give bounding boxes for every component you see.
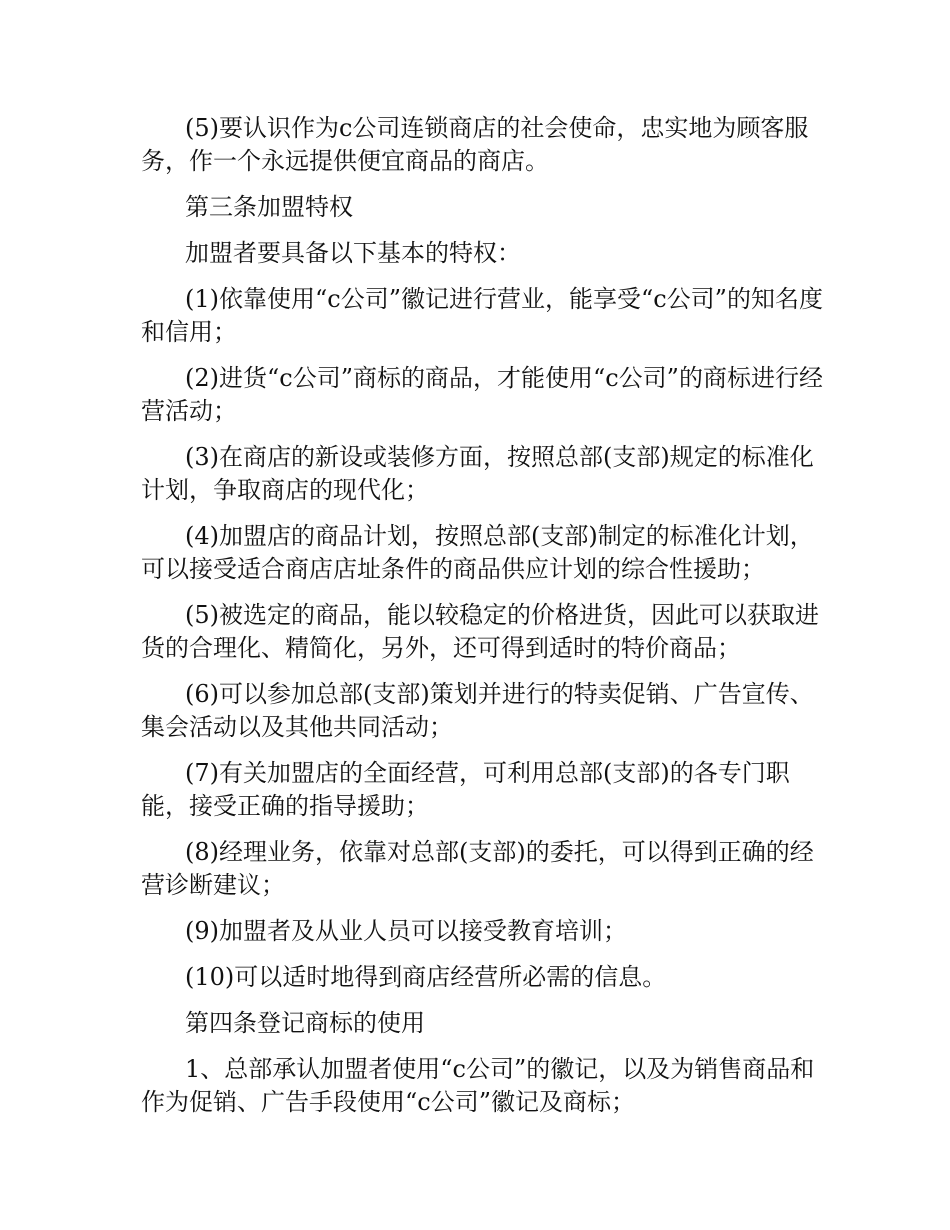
document-body — [141, 112, 831, 1132]
list-item-privilege-3: (3)在商店的新设或装修方面，按照总部(支部)规定的标准化计划，争取商店的现代化； — [141, 443, 814, 504]
paragraph-mission: (5)要认识作为c公司连锁商店的社会使命，忠实地为顾客服务，作一个永远提供便宜商品的商店。 — [141, 114, 809, 175]
paragraph-privileges-intro: 加盟者要具备以下基本的特权： — [185, 239, 521, 267]
list-item-privilege-8: (8)经理业务，依靠对总部(支部)的委托，可以得到正确的经营诊断建议； — [141, 838, 814, 899]
list-item-privilege-5: (5)被选定的商品，能以较稳定的价格进货，因此可以获取进货的合理化、精简化，另外，还可得到适时的特价商品； — [141, 601, 819, 662]
paragraph-trademark-use-1: 1、总部承认加盟者使用“c公司”的徽记，以及为销售商品和作为促销、广告手段使用“c公司”徽记及商标； — [141, 1055, 815, 1116]
list-item-privilege-6: (6)可以参加总部(支部)策划并进行的特卖促销、广告宣传、集会活动以及其他共同活动； — [141, 680, 814, 741]
list-item-privilege-4: (4)加盟店的商品计划，按照总部(支部)制定的标准化计划，可以接受适合商店店址条件的商品供应计划的综合性援助； — [141, 522, 814, 583]
section-heading-article-3: 第三条加盟特权 — [185, 193, 353, 221]
section-heading-article-4: 第四条登记商标的使用 — [185, 1009, 425, 1037]
list-item-privilege-7: (7)有关加盟店的全面经营，可利用总部(支部)的各专门职能，接受正确的指导援助； — [141, 759, 790, 820]
list-item-privilege-1: (1)依靠使用“c公司”徽记进行营业，能享受“c公司”的知名度和信用； — [141, 285, 823, 346]
list-item-privilege-9: (9)加盟者及从业人员可以接受教育培训； — [185, 917, 627, 945]
list-item-privilege-10: (10)可以适时地得到商店经营所必需的信息。 — [185, 963, 667, 991]
list-item-privilege-2: (2)进货“c公司”商标的商品，才能使用“c公司”的商标进行经营活动； — [141, 364, 823, 425]
